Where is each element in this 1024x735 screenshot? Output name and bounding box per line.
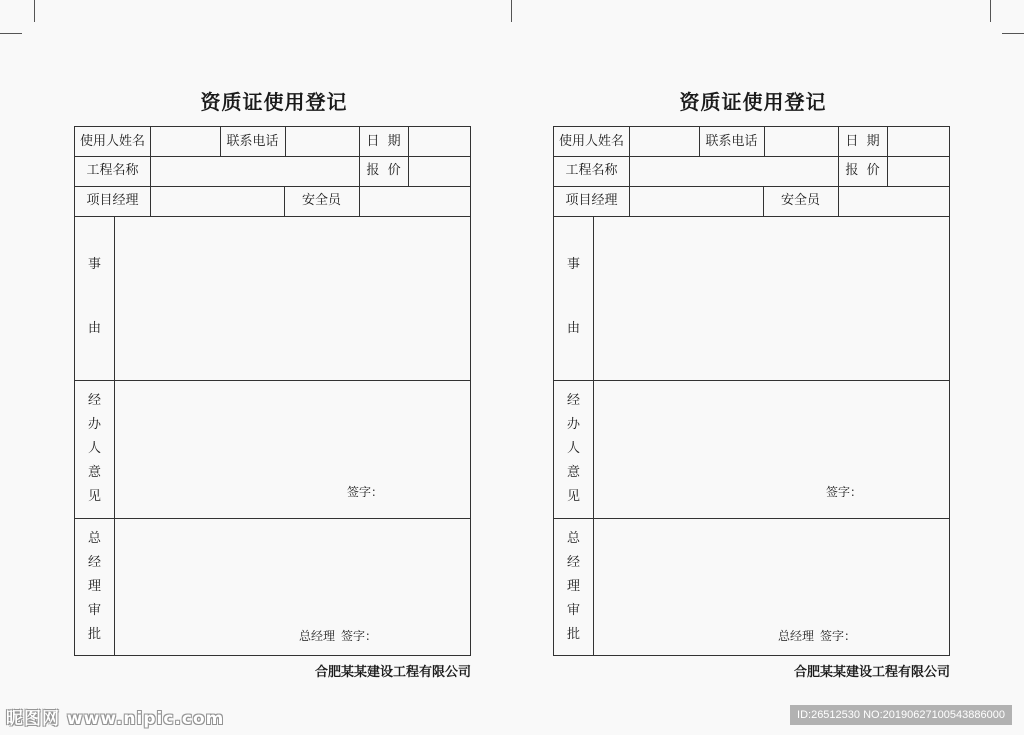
label-char: 见 bbox=[87, 489, 101, 504]
price-label: 报 价 bbox=[845, 163, 880, 178]
project-manager-field[interactable] bbox=[151, 187, 283, 215]
project-name-field[interactable] bbox=[151, 157, 358, 185]
label-char: 总 bbox=[566, 531, 580, 546]
label-char: 经 bbox=[87, 555, 101, 570]
label-char: 人 bbox=[87, 441, 101, 456]
phone-field[interactable] bbox=[286, 127, 358, 155]
safety-officer-field[interactable] bbox=[360, 187, 469, 215]
label-char: 人 bbox=[566, 441, 580, 456]
date-field[interactable] bbox=[888, 127, 948, 155]
reason-label bbox=[75, 253, 114, 341]
handler-opinion-field[interactable] bbox=[594, 381, 948, 517]
reason-field[interactable] bbox=[594, 217, 948, 379]
project-manager-field[interactable] bbox=[630, 187, 762, 215]
user-name-field[interactable] bbox=[630, 127, 698, 155]
handler-signature-label: 签字： bbox=[347, 485, 384, 499]
form-title: 资质证使用登记 bbox=[679, 90, 827, 114]
crop-mark bbox=[1002, 33, 1024, 34]
project-manager-label: 项目经理 bbox=[565, 193, 618, 208]
gm-approval-field[interactable] bbox=[115, 519, 469, 653]
crop-mark bbox=[511, 0, 512, 22]
gm-approval-label bbox=[554, 527, 593, 647]
gm-sign: 签字： bbox=[341, 629, 378, 643]
project-manager-label: 项目经理 bbox=[86, 193, 139, 208]
registration-form-left bbox=[74, 0, 474, 735]
handler-opinion-label bbox=[554, 389, 593, 509]
label-char: 理 bbox=[87, 579, 101, 594]
gm-signature-label bbox=[299, 627, 377, 644]
price-label: 报 价 bbox=[366, 163, 401, 178]
gm-approval-label bbox=[75, 527, 114, 647]
handler-signature-label: 签字： bbox=[826, 485, 863, 499]
user-name-field[interactable] bbox=[151, 127, 219, 155]
label-char: 经 bbox=[566, 393, 580, 408]
label-char: 审 bbox=[87, 603, 101, 618]
label-char: 办 bbox=[87, 417, 101, 432]
date-label: 日 期 bbox=[366, 134, 401, 149]
form-table bbox=[74, 126, 471, 656]
gm-approval-field[interactable] bbox=[594, 519, 948, 653]
reason-char: 事 bbox=[87, 257, 101, 272]
reason-char: 由 bbox=[87, 321, 101, 336]
project-name-label: 工程名称 bbox=[86, 163, 139, 178]
label-char: 经 bbox=[566, 555, 580, 570]
label-char: 见 bbox=[566, 489, 580, 504]
gm-signature-label bbox=[778, 627, 856, 644]
label-char: 意 bbox=[87, 465, 101, 480]
date-label: 日 期 bbox=[845, 134, 880, 149]
handler-opinion-label bbox=[75, 389, 114, 509]
label-char: 批 bbox=[566, 627, 580, 642]
label-char: 办 bbox=[566, 417, 580, 432]
site-watermark: 昵图网 www.nipic.com bbox=[6, 709, 225, 729]
safety-officer-label: 安全员 bbox=[301, 193, 341, 208]
label-char: 经 bbox=[87, 393, 101, 408]
user-name-label: 使用人姓名 bbox=[558, 134, 624, 149]
registration-form-right bbox=[553, 0, 953, 735]
safety-officer-field[interactable] bbox=[839, 187, 948, 215]
reason-char: 事 bbox=[566, 257, 580, 272]
project-name-field[interactable] bbox=[630, 157, 837, 185]
project-name-label: 工程名称 bbox=[565, 163, 618, 178]
gm-sign: 签字： bbox=[820, 629, 857, 643]
safety-officer-label: 安全员 bbox=[780, 193, 820, 208]
reason-label bbox=[554, 253, 593, 341]
label-char: 批 bbox=[87, 627, 101, 642]
handler-opinion-field[interactable] bbox=[115, 381, 469, 517]
reason-char: 由 bbox=[566, 321, 580, 336]
gm-title: 总经理 bbox=[299, 629, 336, 643]
form-table bbox=[553, 126, 950, 656]
crop-mark bbox=[0, 33, 22, 34]
form-title: 资质证使用登记 bbox=[200, 90, 348, 114]
phone-label: 联系电话 bbox=[705, 134, 758, 149]
phone-label: 联系电话 bbox=[226, 134, 279, 149]
company-name: 合肥某某建设工程有限公司 bbox=[314, 665, 471, 680]
crop-mark bbox=[34, 0, 35, 22]
price-field[interactable] bbox=[888, 157, 948, 185]
label-char: 意 bbox=[566, 465, 580, 480]
date-field[interactable] bbox=[409, 127, 469, 155]
label-char: 审 bbox=[566, 603, 580, 618]
label-char: 总 bbox=[87, 531, 101, 546]
price-field[interactable] bbox=[409, 157, 469, 185]
company-name: 合肥某某建设工程有限公司 bbox=[793, 665, 950, 680]
gm-title: 总经理 bbox=[778, 629, 815, 643]
reason-field[interactable] bbox=[115, 217, 469, 379]
label-char: 理 bbox=[566, 579, 580, 594]
user-name-label: 使用人姓名 bbox=[79, 134, 145, 149]
image-id-watermark: ID:26512530 NO:20190627100543886000 bbox=[790, 705, 1012, 725]
phone-field[interactable] bbox=[765, 127, 837, 155]
crop-mark bbox=[990, 0, 991, 22]
